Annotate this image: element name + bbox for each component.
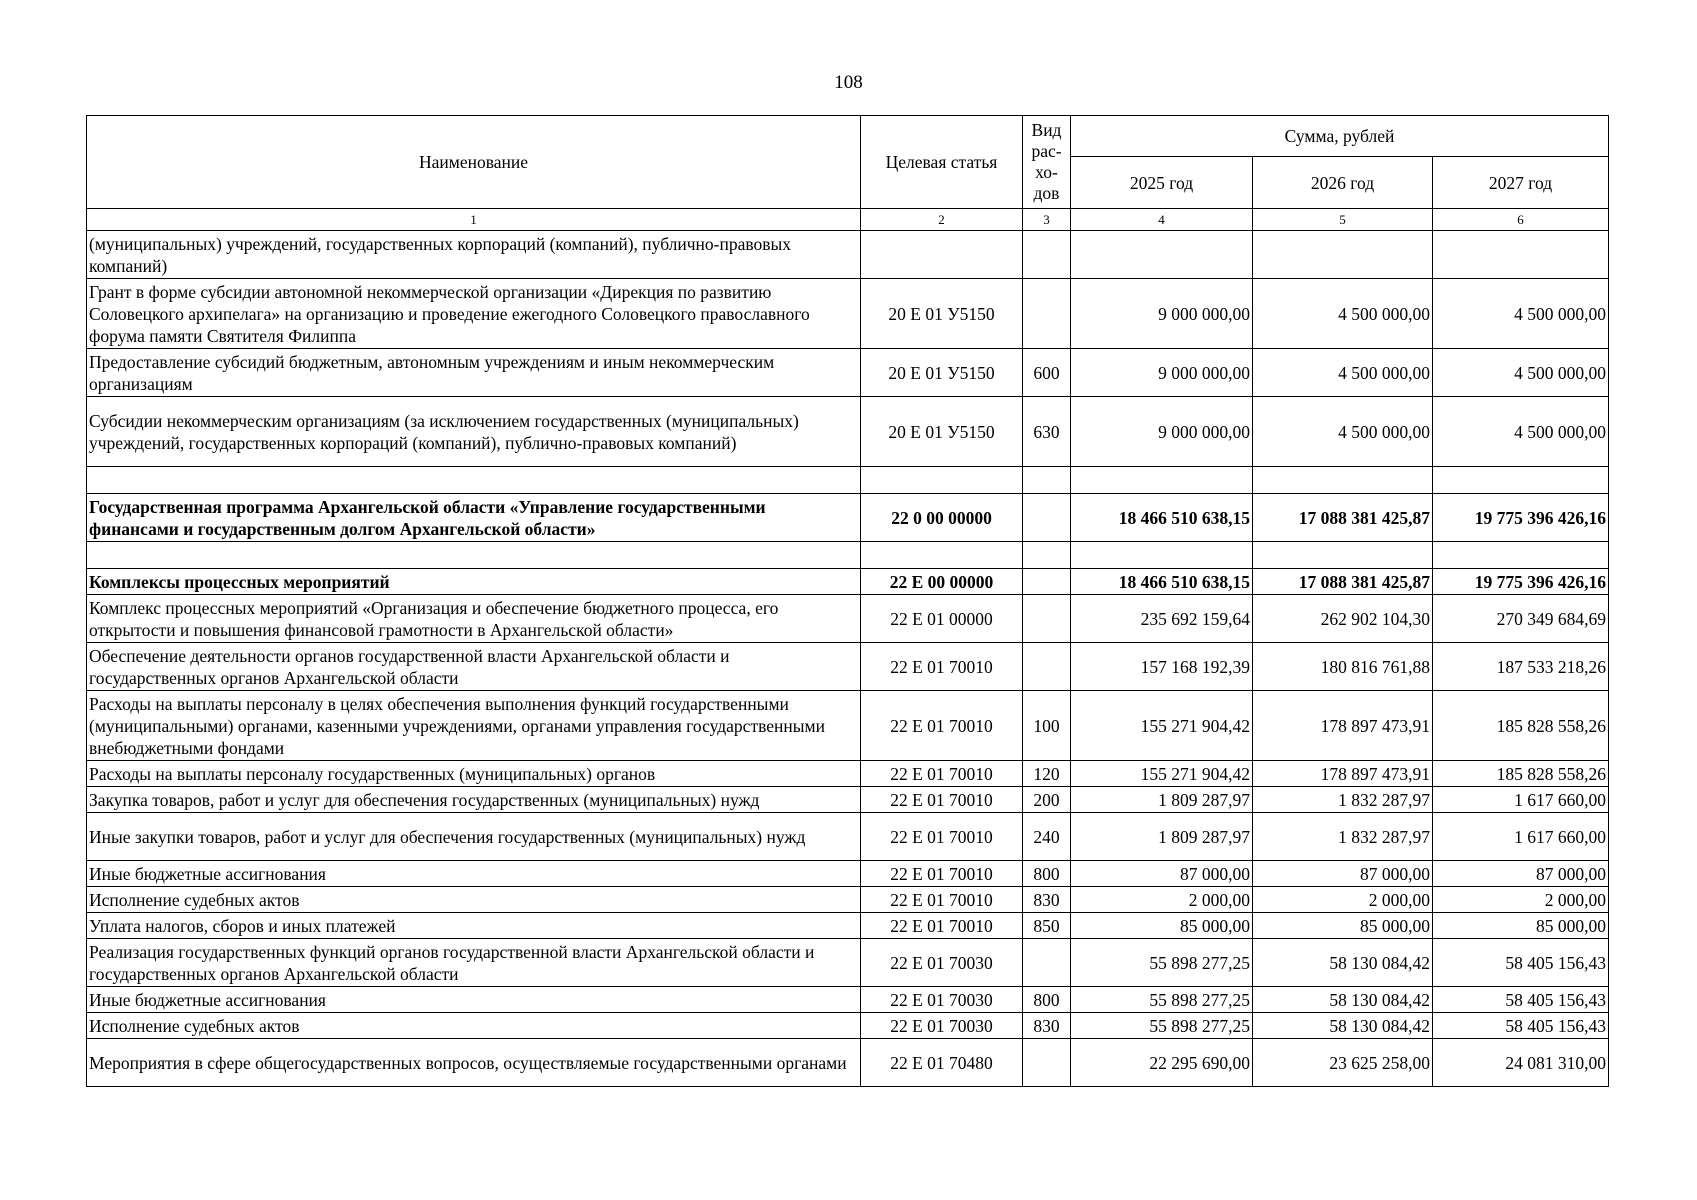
row-amount-2026: 23 625 258,00 <box>1253 1039 1433 1087</box>
row-expense-kind: 200 <box>1023 787 1071 813</box>
column-number: 5 <box>1253 209 1433 231</box>
row-amount-2026: 85 000,00 <box>1253 913 1433 939</box>
row-amount-2026: 4 500 000,00 <box>1253 349 1433 397</box>
row-target-code: 22 Е 01 00000 <box>861 595 1023 643</box>
row-amount-2026: 180 816 761,88 <box>1253 643 1433 691</box>
row-amount-2026: 58 130 084,42 <box>1253 987 1433 1013</box>
row-amount-2025: 235 692 159,64 <box>1071 595 1253 643</box>
row-target-code: 22 Е 01 70010 <box>861 887 1023 913</box>
row-expense-kind <box>1023 494 1071 542</box>
row-amount-2027 <box>1433 467 1609 494</box>
row-name: Уплата налогов, сборов и иных платежей <box>87 913 861 939</box>
header-kind-line: Вид <box>1031 120 1062 140</box>
column-number: 3 <box>1023 209 1071 231</box>
row-name: Иные бюджетные ассигнования <box>87 861 861 887</box>
table-row <box>87 595 1609 643</box>
row-target-code <box>861 231 1023 279</box>
row-name: Исполнение судебных актов <box>87 1013 861 1039</box>
header-kind-line: дов <box>1033 183 1060 203</box>
row-target-code: 22 Е 01 70010 <box>861 913 1023 939</box>
column-number: 2 <box>861 209 1023 231</box>
row-name <box>87 467 861 494</box>
row-expense-kind <box>1023 595 1071 643</box>
row-amount-2025 <box>1071 231 1253 279</box>
table-row <box>87 1039 1609 1087</box>
row-target-code: 22 Е 01 70480 <box>861 1039 1023 1087</box>
row-expense-kind <box>1023 939 1071 987</box>
row-amount-2026: 87 000,00 <box>1253 861 1433 887</box>
row-expense-kind <box>1023 467 1071 494</box>
row-expense-kind: 830 <box>1023 887 1071 913</box>
row-amount-2026: 1 832 287,97 <box>1253 813 1433 861</box>
table-row <box>87 913 1609 939</box>
row-amount-2025: 1 809 287,97 <box>1071 813 1253 861</box>
table-row <box>87 787 1609 813</box>
row-amount-2026: 178 897 473,91 <box>1253 761 1433 787</box>
row-expense-kind <box>1023 279 1071 349</box>
row-expense-kind: 600 <box>1023 349 1071 397</box>
row-name: Комплекс процессных мероприятий «Организация и обеспечение бюджетного процесса, его открытости и повышения финансовой грамотности в Архангельской области» <box>87 595 861 643</box>
row-amount-2025 <box>1071 467 1253 494</box>
row-name <box>87 542 861 569</box>
table-row <box>87 1013 1609 1039</box>
header-target: Целевая статья <box>861 116 1023 209</box>
row-name: Расходы на выплаты персоналу государственных (муниципальных) органов <box>87 761 861 787</box>
row-target-code: 22 Е 01 70010 <box>861 643 1023 691</box>
budget-table <box>86 115 1609 1087</box>
table-row <box>87 691 1609 761</box>
row-amount-2026 <box>1253 467 1433 494</box>
row-name: Грант в форме субсидии автономной некоммерческой организации «Дирекция по развитию Соловецкого архипелага» на организацию и проведение ежегодного Соловецкого православного форума памяти Святителя Филиппа <box>87 279 861 349</box>
row-name: Обеспечение деятельности органов государственной власти Архангельской области и государственных органов Архангельской области <box>87 643 861 691</box>
column-numbers-row <box>87 209 1609 231</box>
row-amount-2026: 262 902 104,30 <box>1253 595 1433 643</box>
row-target-code: 22 Е 01 70010 <box>861 813 1023 861</box>
row-name: Исполнение судебных актов <box>87 887 861 913</box>
row-expense-kind: 830 <box>1023 1013 1071 1039</box>
row-expense-kind: 100 <box>1023 691 1071 761</box>
row-amount-2025: 22 295 690,00 <box>1071 1039 1253 1087</box>
header-name: Наименование <box>87 116 861 209</box>
row-expense-kind: 120 <box>1023 761 1071 787</box>
row-amount-2025: 2 000,00 <box>1071 887 1253 913</box>
row-amount-2025: 155 271 904,42 <box>1071 691 1253 761</box>
row-name: Мероприятия в сфере общегосударственных вопросов, осуществляемые государственными органами <box>87 1039 861 1087</box>
row-name: Комплексы процессных мероприятий <box>87 569 861 595</box>
row-amount-2025: 18 466 510 638,15 <box>1071 494 1253 542</box>
table-row <box>87 761 1609 787</box>
row-target-code: 22 Е 00 00000 <box>861 569 1023 595</box>
header-kind <box>1023 116 1071 209</box>
row-expense-kind: 630 <box>1023 397 1071 467</box>
row-expense-kind <box>1023 1039 1071 1087</box>
row-name: Закупка товаров, работ и услуг для обеспечения государственных (муниципальных) нужд <box>87 787 861 813</box>
row-amount-2026: 4 500 000,00 <box>1253 279 1433 349</box>
page-number: 108 <box>834 72 863 93</box>
row-amount-2025 <box>1071 542 1253 569</box>
row-amount-2026: 1 832 287,97 <box>1253 787 1433 813</box>
header-year-2025: 2025 год <box>1071 157 1253 209</box>
row-target-code: 22 Е 01 70010 <box>861 761 1023 787</box>
row-amount-2025: 9 000 000,00 <box>1071 397 1253 467</box>
row-name: Расходы на выплаты персоналу в целях обеспечения выполнения функций государственными (муниципальными) органами, казенными учреждениями, органами управления государственными внебюджетными фондами <box>87 691 861 761</box>
row-expense-kind: 240 <box>1023 813 1071 861</box>
row-amount-2025: 85 000,00 <box>1071 913 1253 939</box>
row-target-code <box>861 467 1023 494</box>
row-amount-2026: 178 897 473,91 <box>1253 691 1433 761</box>
row-amount-2027: 58 405 156,43 <box>1433 987 1609 1013</box>
row-name: Субсидии некоммерческим организациям (за исключением государственных (муниципальных) учреждений, государственных корпораций (компаний), публично-правовых компаний) <box>87 397 861 467</box>
header-year-2026: 2026 год <box>1253 157 1433 209</box>
table-body <box>87 231 1609 1087</box>
row-expense-kind: 850 <box>1023 913 1071 939</box>
row-expense-kind <box>1023 643 1071 691</box>
row-amount-2025: 157 168 192,39 <box>1071 643 1253 691</box>
row-name: Предоставление субсидий бюджетным, автономным учреждениям и иным некоммерческим организациям <box>87 349 861 397</box>
row-target-code: 22 Е 01 70010 <box>861 787 1023 813</box>
table-row <box>87 813 1609 861</box>
table-row <box>87 349 1609 397</box>
row-amount-2027: 185 828 558,26 <box>1433 691 1609 761</box>
row-amount-2026: 58 130 084,42 <box>1253 1013 1433 1039</box>
row-expense-kind: 800 <box>1023 987 1071 1013</box>
row-amount-2027: 270 349 684,69 <box>1433 595 1609 643</box>
row-amount-2027: 19 775 396 426,16 <box>1433 494 1609 542</box>
row-amount-2027: 19 775 396 426,16 <box>1433 569 1609 595</box>
table-row <box>87 861 1609 887</box>
header-year-2027: 2027 год <box>1433 157 1609 209</box>
row-amount-2026 <box>1253 542 1433 569</box>
row-name: Иные закупки товаров, работ и услуг для обеспечения государственных (муниципальных) нужд <box>87 813 861 861</box>
table-row <box>87 542 1609 569</box>
row-amount-2026: 2 000,00 <box>1253 887 1433 913</box>
row-amount-2027: 185 828 558,26 <box>1433 761 1609 787</box>
table-row <box>87 279 1609 349</box>
row-amount-2027: 4 500 000,00 <box>1433 397 1609 467</box>
table-row <box>87 939 1609 987</box>
row-target-code <box>861 542 1023 569</box>
row-amount-2025: 18 466 510 638,15 <box>1071 569 1253 595</box>
row-amount-2026 <box>1253 231 1433 279</box>
column-number: 1 <box>87 209 861 231</box>
row-amount-2025: 155 271 904,42 <box>1071 761 1253 787</box>
table-row <box>87 887 1609 913</box>
header-sum: Сумма, рублей <box>1071 116 1609 157</box>
row-expense-kind <box>1023 542 1071 569</box>
row-name: (муниципальных) учреждений, государственных корпораций (компаний), публично-правовых компаний) <box>87 231 861 279</box>
table-row <box>87 643 1609 691</box>
row-target-code: 22 Е 01 70030 <box>861 1013 1023 1039</box>
table-row <box>87 467 1609 494</box>
row-amount-2027: 1 617 660,00 <box>1433 813 1609 861</box>
row-amount-2025: 1 809 287,97 <box>1071 787 1253 813</box>
row-amount-2025: 9 000 000,00 <box>1071 279 1253 349</box>
row-target-code: 20 Е 01 У5150 <box>861 397 1023 467</box>
row-amount-2025: 55 898 277,25 <box>1071 1013 1253 1039</box>
row-target-code: 22 0 00 00000 <box>861 494 1023 542</box>
table-row <box>87 231 1609 279</box>
row-amount-2027: 58 405 156,43 <box>1433 1013 1609 1039</box>
row-amount-2027: 58 405 156,43 <box>1433 939 1609 987</box>
row-amount-2025: 9 000 000,00 <box>1071 349 1253 397</box>
row-amount-2027: 187 533 218,26 <box>1433 643 1609 691</box>
row-amount-2026: 17 088 381 425,87 <box>1253 569 1433 595</box>
row-name: Иные бюджетные ассигнования <box>87 987 861 1013</box>
header-kind-line: рас- <box>1031 141 1062 161</box>
row-amount-2027: 4 500 000,00 <box>1433 279 1609 349</box>
row-amount-2027 <box>1433 231 1609 279</box>
row-amount-2027: 2 000,00 <box>1433 887 1609 913</box>
row-expense-kind <box>1023 231 1071 279</box>
row-amount-2027: 87 000,00 <box>1433 861 1609 887</box>
row-amount-2025: 55 898 277,25 <box>1071 987 1253 1013</box>
row-amount-2027: 1 617 660,00 <box>1433 787 1609 813</box>
row-target-code: 22 Е 01 70010 <box>861 691 1023 761</box>
row-target-code: 20 Е 01 У5150 <box>861 279 1023 349</box>
row-amount-2026: 58 130 084,42 <box>1253 939 1433 987</box>
row-amount-2027 <box>1433 542 1609 569</box>
row-expense-kind: 800 <box>1023 861 1071 887</box>
column-number: 6 <box>1433 209 1609 231</box>
row-amount-2027: 24 081 310,00 <box>1433 1039 1609 1087</box>
row-expense-kind <box>1023 569 1071 595</box>
row-name: Государственная программа Архангельской области «Управление государственными финансами и государственным долгом Архангельской области» <box>87 494 861 542</box>
row-amount-2027: 85 000,00 <box>1433 913 1609 939</box>
header-kind-line: хо- <box>1035 162 1058 182</box>
table-row <box>87 397 1609 467</box>
row-amount-2026: 4 500 000,00 <box>1253 397 1433 467</box>
table-row <box>87 987 1609 1013</box>
table-row <box>87 494 1609 542</box>
table-row <box>87 569 1609 595</box>
row-target-code: 22 Е 01 70010 <box>861 861 1023 887</box>
row-name: Реализация государственных функций органов государственной власти Архангельской области и государственных органов Архангельской области <box>87 939 861 987</box>
row-amount-2025: 87 000,00 <box>1071 861 1253 887</box>
row-target-code: 22 Е 01 70030 <box>861 987 1023 1013</box>
row-amount-2025: 55 898 277,25 <box>1071 939 1253 987</box>
row-target-code: 22 Е 01 70030 <box>861 939 1023 987</box>
row-amount-2026: 17 088 381 425,87 <box>1253 494 1433 542</box>
column-number: 4 <box>1071 209 1253 231</box>
row-amount-2027: 4 500 000,00 <box>1433 349 1609 397</box>
row-target-code: 20 Е 01 У5150 <box>861 349 1023 397</box>
